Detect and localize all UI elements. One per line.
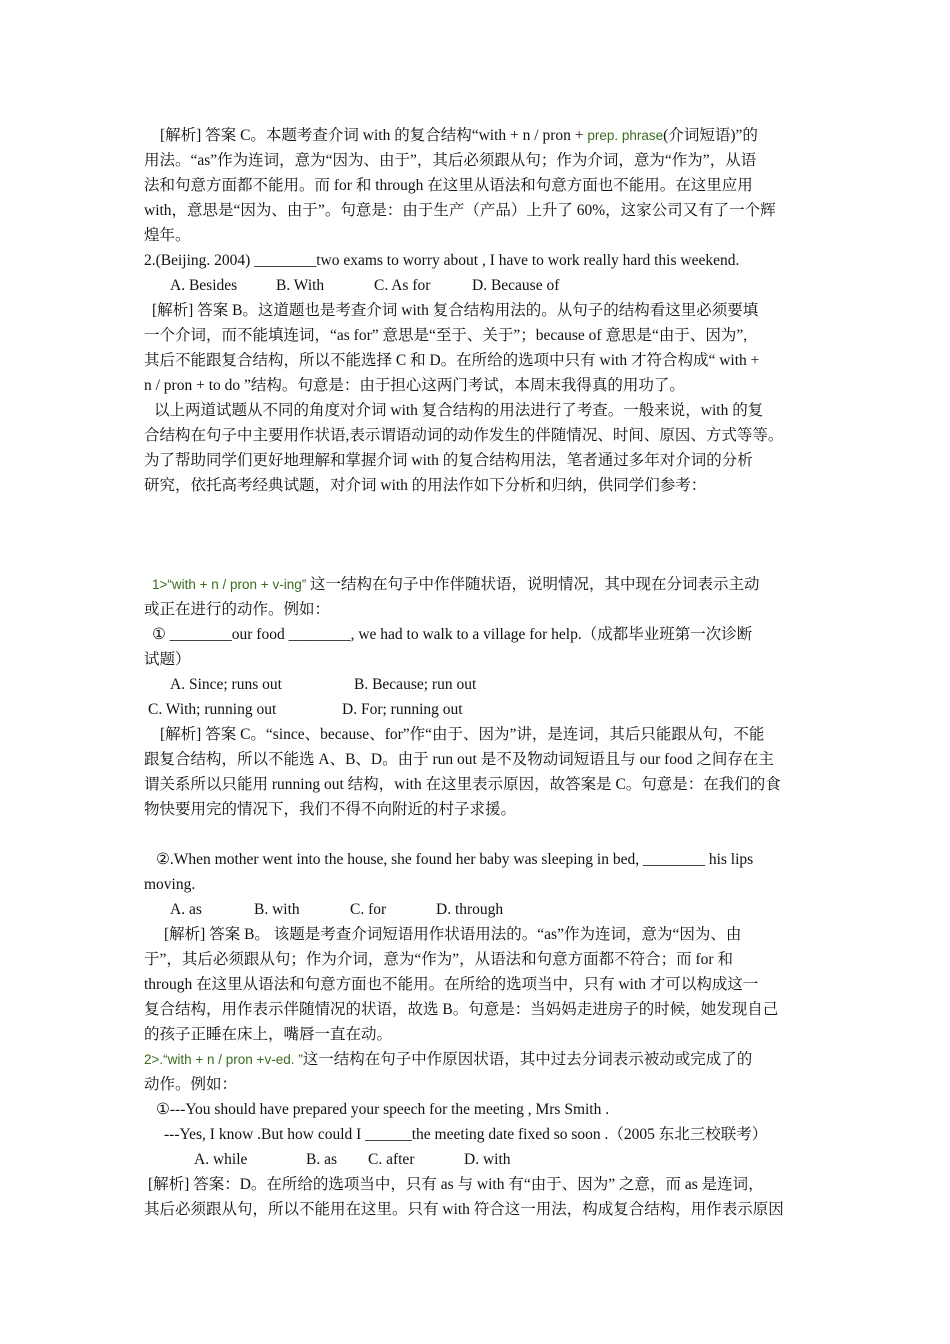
option-b: B. as: [306, 1151, 337, 1168]
analysis-3-line-1: [解析] 答案 C。“since、because、for”作“由于、因为”讲，是连词，其后只能跟从句，不能: [160, 726, 765, 743]
section-1-formula: 1>“with + n / pron + v-ing”: [152, 577, 310, 592]
example-3-dialogue-2: ---Yes, I know .But how could I ______the meeting date fixed so soon .（2005 东北三校联考）: [164, 1126, 768, 1143]
example-2-question-cont: moving.: [144, 876, 196, 893]
option-b: B. With: [276, 277, 325, 294]
summary-line-4: 研究，依托高考经典试题，对介词 with 的用法作如下分析和归纳，供同学们参考：: [144, 477, 707, 494]
analysis-5-line-2: 其后必须跟从句，所以不能用在这里。只有 with 符合这一用法，构成复合结构，用作表示原因: [144, 1201, 784, 1218]
analysis-2-line-1: [解析] 答案 B。这道题也是考查介词 with 复合结构用法的。从句子的结构看这里必须要填: [152, 302, 759, 319]
option-c: C. With; running out: [148, 701, 277, 718]
question-2-options: [170, 274, 559, 298]
option-b: B. Because; run out: [354, 676, 477, 693]
green-term: prep. phrase: [587, 128, 664, 143]
option-a: A. Since; runs out: [170, 676, 282, 693]
option-c: C. after: [368, 1151, 415, 1168]
analysis-3-line-2: 跟复合结构，所以不能选 A、B、D。由于 run out 是不及物动词短语且与 our food 之间存在主: [144, 751, 774, 768]
analysis-4-line-3: through 在这里从语法和句意方面也不能用。在所给的选项当中，只有 with 才可以构成这一: [144, 976, 759, 993]
analysis-2-line-3: 其后不能跟复合结构，所以不能选择 C 和 D。在所给的选项中只有 with 才符合构成“ with +: [144, 352, 760, 369]
analysis-5-line-1: [解析] 答案：D。在所给的选项当中，只有 as 与 with 有“由于、因为” 之意，而 as 是连词，: [148, 1176, 764, 1193]
option-c: C. As for: [374, 277, 431, 294]
analysis-3-line-3: 谓关系所以只能用 running out 结构，with 在这里表示原因，故答案是 C。句意是：在我们的食: [144, 776, 781, 793]
option-c: C. for: [350, 901, 387, 918]
example-1-options-row-1: [170, 673, 476, 697]
option-a: A. as: [170, 901, 202, 918]
analysis-4-line-5: 的孩子正睡在床上，嘴唇一直在动。: [144, 1026, 393, 1043]
analysis-3-line-4: 物快要用完的情况下，我们不得不向附近的村子求援。: [144, 801, 517, 818]
section-1-heading: 1>“with + n / pron + v-ing” 这一结构在句子中作伴随状语，说明情况，其中现在分词表示主动: [152, 576, 760, 593]
example-3-options: [194, 1148, 511, 1172]
option-a: A. while: [194, 1151, 248, 1168]
summary-line-1: 以上两道试题从不同的角度对介词 with 复合结构的用法进行了考查。一般来说，with 的复: [154, 402, 764, 419]
analysis-4-line-4: 复合结构，用作表示伴随情况的状语，故选 B。句意是：当妈妈走进房子的时候，她发现自己: [144, 1001, 779, 1018]
analysis-2-line-4: n / pron + to do ”结构。句意是：由于担心这两门考试，本周末我得真的用功了。: [144, 377, 685, 394]
example-1-question-cont: 试题）: [144, 651, 191, 668]
analysis-1-line-1: [解析] 答案 C。本题考查介词 with 的复合结构“with + n / pron + prep. phrase(介词短语)”的: [160, 127, 758, 144]
analysis-4-line-2: 于”，其后必须跟从句；作为介词，意为“作为”，从语法和句意方面都不符合；而 for 和: [144, 951, 733, 968]
analysis-1-line-3: 法和句意方面都不能用。而 for 和 through 在这里从语法和句意方面也不能用。在这里应用: [144, 177, 753, 194]
analysis-1-line-4: with，意思是“因为、由于”。句意是：由于生产（产品）上升了 60%，这家公司又有了一个辉: [144, 202, 776, 219]
section-1-line-2: 或正在进行的动作。例如：: [144, 601, 331, 618]
summary-line-3: 为了帮助同学们更好地理解和掌握介词 with 的复合结构用法，笔者通过多年对介词的分析: [144, 452, 753, 469]
example-3-dialogue-1: ①---You should have prepared your speech for the meeting , Mrs Smith .: [156, 1101, 610, 1118]
example-2-question: ②.When mother went into the house, she found her baby was sleeping in bed, ________ his lips: [156, 851, 754, 868]
option-d: D. through: [436, 901, 504, 918]
example-1-question: ① ________our food ________, we had to walk to a village for help.（成都毕业班第一次诊断: [152, 626, 753, 643]
option-d: D. with: [464, 1151, 511, 1168]
question-2: 2.(Beijing. 2004) ________two exams to worry about , I have to work really hard this weekend.: [144, 252, 740, 269]
section-2-line-2: 动作。例如：: [144, 1076, 238, 1093]
section-2-heading: 2>.“with + n / pron +v-ed. ”这一结构在句子中作原因状语，其中过去分词表示被动或完成了的: [144, 1051, 753, 1068]
analysis-4-line-1: [解析] 答案 B。 该题是考查介词短语用作状语用法的。“as”作为连词，意为“因为、由: [164, 926, 742, 943]
analysis-1-line-5: 煌年。: [144, 227, 191, 244]
option-d: D. For; running out: [342, 701, 463, 718]
example-1-options-row-2: [148, 698, 463, 722]
option-a: A. Besides: [170, 277, 238, 294]
option-b: B. with: [254, 901, 300, 918]
example-2-options: [170, 898, 503, 922]
option-d: D. Because of: [472, 277, 560, 294]
summary-line-2: 合结构在句子中主要用作状语,表示谓语动词的动作发生的伴随情况、时间、原因、方式等等。: [144, 427, 784, 444]
analysis-2-line-2: 一个介词，而不能填连词，“as for” 意思是“至于、关于”；because of 意思是“由于、因为”,: [144, 327, 748, 344]
analysis-1-line-2: 用法。“as”作为连词，意为“因为、由于”，其后必须跟从句；作为介词，意为“作为”，从语: [144, 152, 757, 169]
section-2-formula: 2>.“with + n / pron +v-ed. ”: [144, 1052, 303, 1067]
